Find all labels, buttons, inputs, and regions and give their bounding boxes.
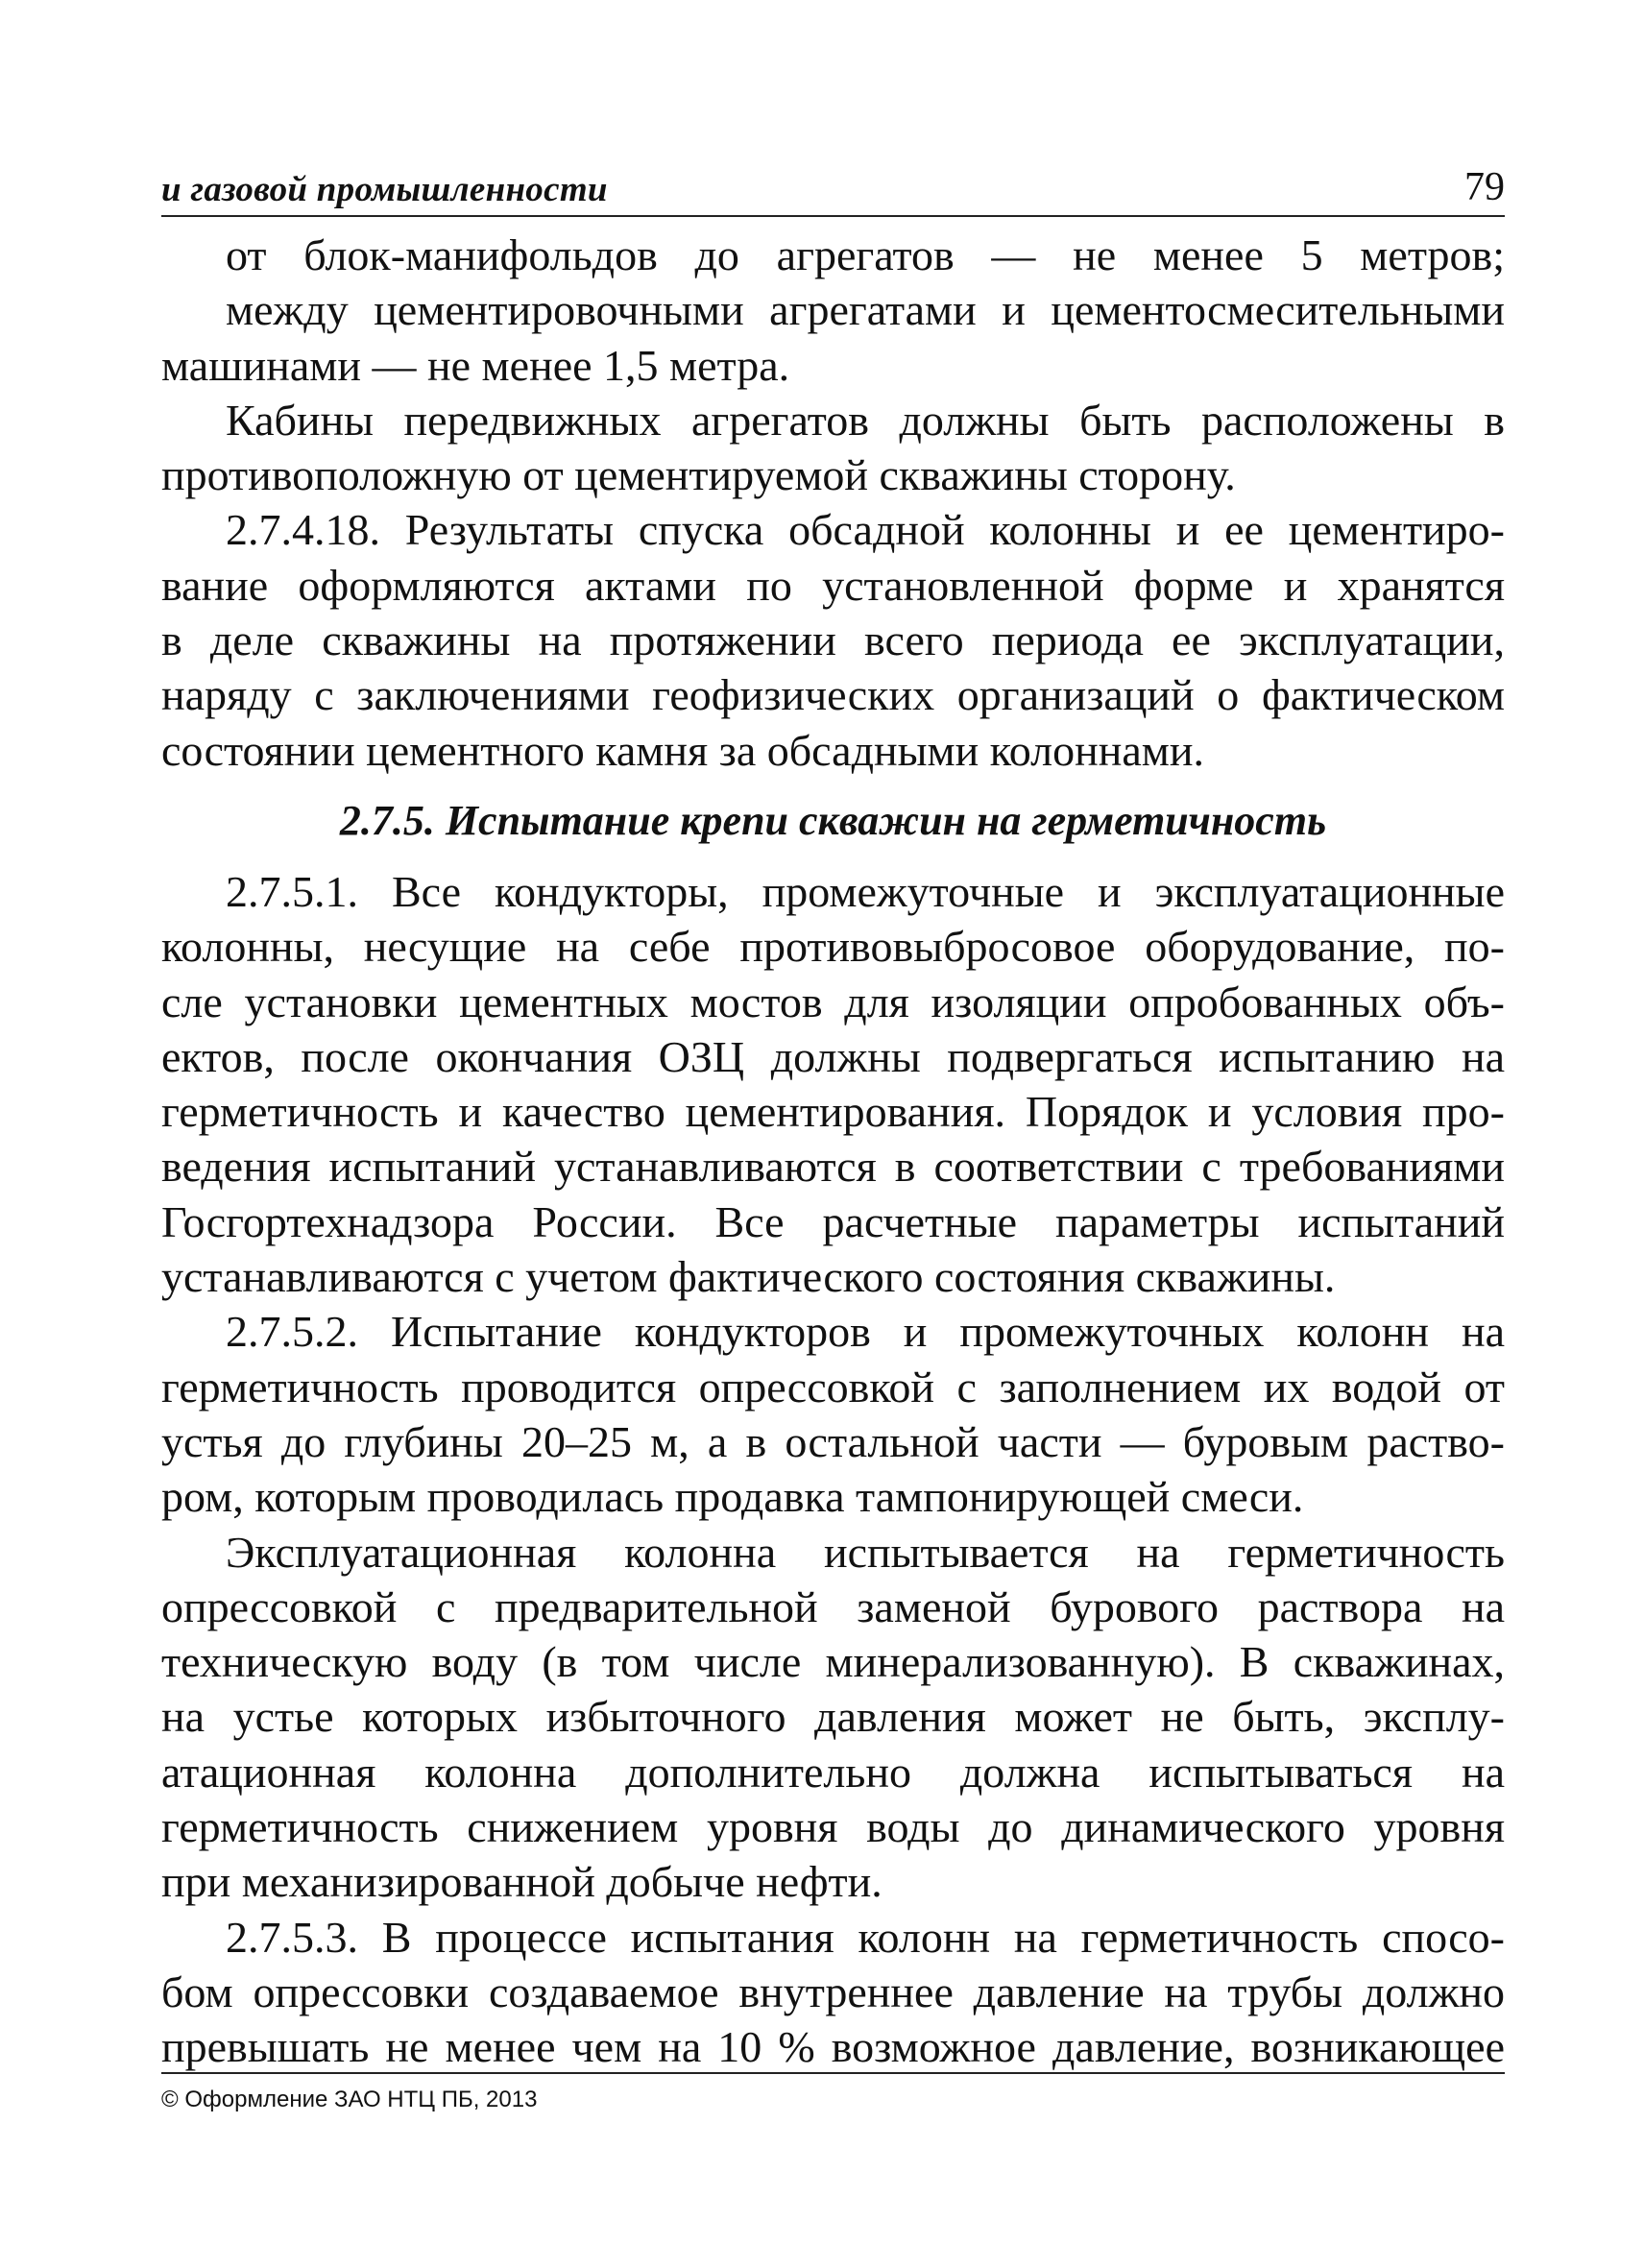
text-line: ром, которым проводилась продавка тампонирующей смеси.: [161, 1472, 1304, 1522]
running-header: [161, 163, 1505, 217]
text-line: Кабины передвижных агрегатов должны быть расположены в: [226, 395, 1505, 445]
header-title: и газовой промышленности: [161, 170, 608, 209]
text-line: состоянии цементного камня за обсадными колоннами.: [161, 725, 1204, 775]
page-number: 79: [1464, 165, 1505, 209]
text-line: в деле скважины на протяжении всего периода ее эксплуатации,: [161, 615, 1505, 665]
text-line: колонны, несущие на себе противовыбросовое оборудование, по-: [161, 922, 1505, 972]
text-line: атационная колонна дополнительно должна испытываться на: [161, 1747, 1505, 1797]
text-line: от блок-манифольдов до агрегатов — не менее 5 метров;: [226, 230, 1505, 279]
footer-copyright: © Оформление ЗАО НТЦ ПБ, 2013: [161, 2087, 538, 2112]
text-line: превышать не менее чем на 10 % возможное давление, возникающее: [161, 2022, 1505, 2072]
section-heading: 2.7.5. Испытание крепи скважин на герметичность: [339, 796, 1327, 844]
text-line: между цементировочными агрегатами и цементосмесительными: [226, 285, 1505, 335]
text-line: противоположную от цементируемой скважины сторону.: [161, 450, 1236, 500]
text-line: герметичность снижением уровня воды до динамического уровня: [161, 1802, 1505, 1852]
text-line: ведения испытаний устанавливаются в соответствии с требованиями: [161, 1142, 1505, 1192]
text-line: герметичность и качество цементирования. Порядок и условия про-: [161, 1087, 1505, 1137]
text-line: устанавливаются с учетом фактического состояния скважины.: [161, 1252, 1336, 1302]
text-line: 2.7.4.18. Результаты спуска обсадной колонны и ее цементиро-: [226, 505, 1505, 555]
text-line: 2.7.5.1. Все кондукторы, промежуточные и эксплуатационные: [226, 866, 1505, 916]
text-line: вание оформляются актами по установленной форме и хранятся: [161, 560, 1505, 610]
text-line: устья до глубины 20–25 м, а в остальной части — буровым раство-: [161, 1416, 1505, 1466]
text-line: наряду с заключениями геофизических организаций о фактическом: [161, 670, 1505, 720]
body-text: [161, 228, 1505, 2075]
text-line: Эксплуатационная колонна испытывается на герметичность: [226, 1527, 1505, 1577]
text-line: 2.7.5.2. Испытание кондукторов и промежуточных колонн на: [226, 1307, 1505, 1357]
text-line: сле установки цементных мостов для изоляции опробованных объ-: [161, 977, 1505, 1026]
text-line: при механизированной добыче нефти.: [161, 1857, 882, 1907]
text-line: на устье которых избыточного давления может не быть, эксплу-: [161, 1692, 1505, 1742]
footer-divider: [161, 2072, 1505, 2074]
text-line: опрессовкой с предварительной заменой бурового раствора на: [161, 1581, 1505, 1631]
text-line: Госгортехнадзора России. Все расчетные параметры испытаний: [161, 1196, 1505, 1246]
text-line: бом опрессовки создаваемое внутреннее давление на трубы должно: [161, 1966, 1505, 2016]
text-line: герметичность проводится опрессовкой с заполнением их водой от: [161, 1362, 1505, 1411]
text-line: 2.7.5.3. В процессе испытания колонн на герметичность спосо-: [226, 1912, 1505, 1962]
text-line: техническую воду (в том числе минерализованную). В скважинах,: [161, 1637, 1505, 1687]
text-line: машинами — не менее 1,5 метра.: [161, 340, 790, 390]
text-line: ектов, после окончания ОЗЦ должны подвергаться испытанию на: [161, 1031, 1505, 1081]
